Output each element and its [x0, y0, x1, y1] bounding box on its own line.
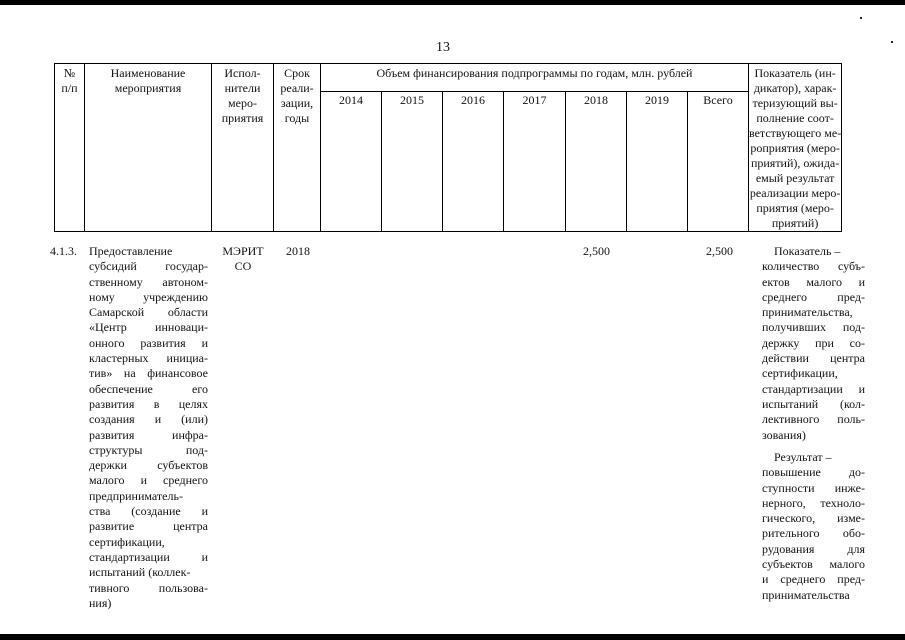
funding-table — [54, 63, 842, 232]
row-indicator: Показатель – количество субъ- ектов малого и среднего пред- принимательства, получивших под- держку при со- действии центра сертификации, стандартизации и испытаний (кол- лективного поль- зования) — [762, 244, 865, 442]
header-name: Наименование мероприятия — [85, 64, 212, 232]
header-term: Срок реали- зации, годы — [274, 64, 321, 232]
header-year-2018: 2018 — [566, 91, 627, 231]
page-number: 13 — [436, 40, 450, 55]
scan-speck — [891, 41, 893, 43]
scan-speck — [860, 17, 862, 19]
header-year-2014: 2014 — [321, 91, 382, 231]
header-total: Всего — [688, 91, 749, 231]
header-executor: Испол- нители меро- приятия — [212, 64, 274, 232]
row-name: Предоставление субсидий государ- ственному автоном- ному учреждению Самарской области «Центр инноваци- онного развития и кластерных инициа- тив» на финансовое обеспечение его развития в целях создания и (или) развития инфра- структуры под- держки субъектов малого и среднего предприниматель- ства (создание и развитие центра сертификации, стандартизации и испытаний (коллек- тивного пользова- ния) — [89, 244, 208, 610]
top-border-rule — [0, 0, 905, 5]
header-year-2017: 2017 — [504, 91, 566, 231]
row-value-total: 2,500 — [706, 244, 733, 258]
row-num: 4.1.3. — [50, 244, 77, 258]
header-year-2016: 2016 — [443, 91, 504, 231]
bottom-border-rule — [0, 634, 905, 640]
row-executor: МЭРИТ СО — [222, 244, 264, 274]
row-value-2018: 2,500 — [583, 244, 610, 258]
header-year-2019: 2019 — [627, 91, 688, 231]
header-indicator: Показатель (ин- дикатор), харак- теризующий вы- полнение соот- ветствующего ме- роприятия (меро- приятий), ожида- емый результат реализации меро- приятия (меро- приятий) — [749, 64, 842, 232]
header-funding-title: Объем финансирования подпрограммы по годам, млн. рублей — [321, 64, 749, 92]
header-year-2015: 2015 — [382, 91, 443, 231]
row-result: Результат – повышение до- ступности инже- нерного, техноло- гического, изме- рительного обо- рудования для субъектов малого и среднего пред- принимательства — [762, 450, 865, 602]
header-num: № п/п — [55, 64, 85, 232]
row-term: 2018 — [286, 244, 310, 258]
